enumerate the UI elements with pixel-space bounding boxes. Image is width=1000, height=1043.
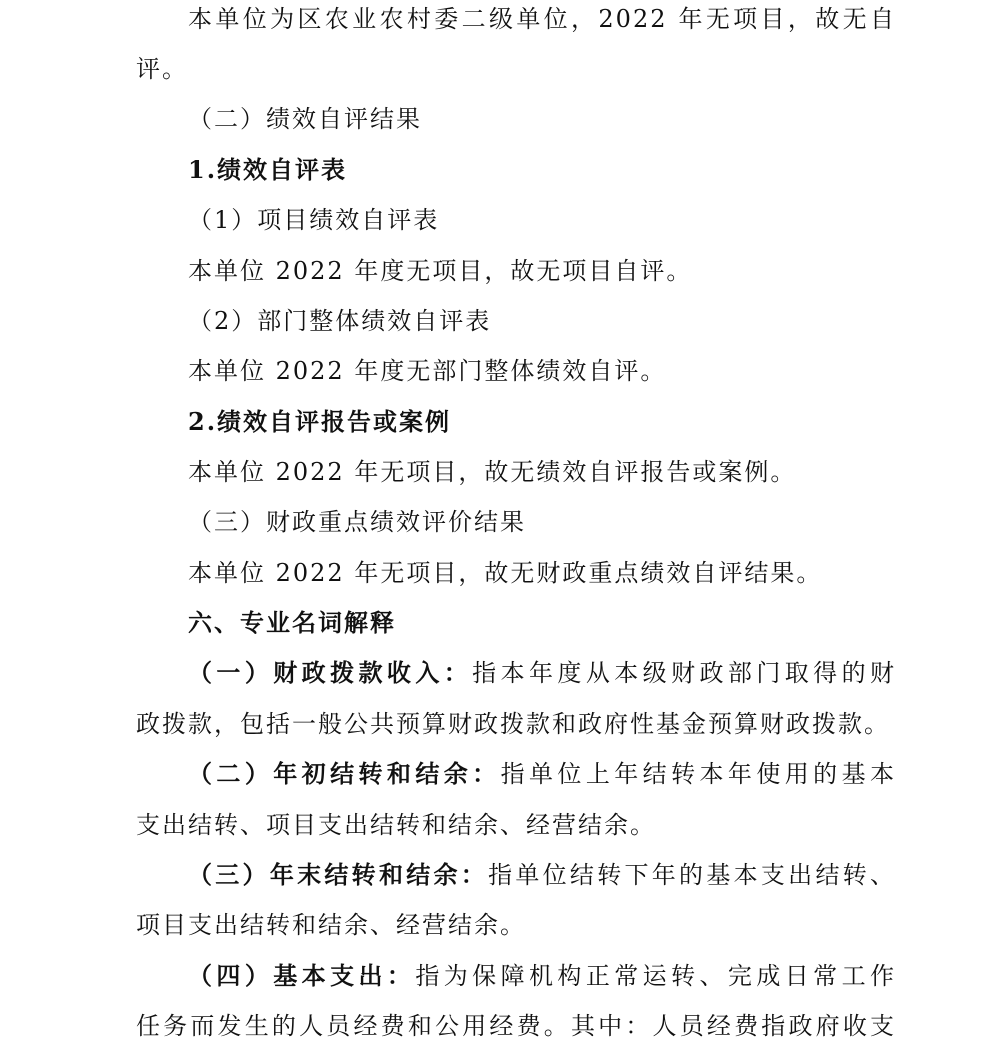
definition-line [188, 656, 896, 690]
definition-line [188, 757, 896, 791]
definition-term: （二）年初结转和结余： [188, 759, 501, 788]
definition-line: 支出结转、项目支出结转和结余、经营结余。 [136, 811, 656, 839]
subsection-heading: 1.绩效自评表 [188, 155, 348, 184]
definition-line: 任务而发生的人员经费和公用经费。其中：人员经费指政府收支 [136, 1012, 896, 1040]
definition-term: （三）年末结转和结余： [188, 860, 489, 889]
definition-line [188, 959, 896, 993]
definition-text: 指单位结转下年的基本支出结转、 [488, 861, 896, 889]
definition-line [188, 858, 896, 892]
definition-text: 指单位上年结转本年使用的基本 [500, 760, 896, 788]
section-heading: （三）财政重点绩效评价结果 [188, 508, 526, 536]
definition-text: 指本年度从本级财政部门取得的财 [472, 659, 896, 687]
chapter-heading: 六、专业名词解释 [188, 608, 396, 637]
paragraph-line: 本单位 2022 年度无项目，故无项目自评。 [188, 257, 693, 285]
paragraph-line: 本单位 2022 年度无部门整体绩效自评。 [188, 357, 667, 385]
definition-line: 政拨款，包括一般公共预算财政拨款和政府性基金预算财政拨款。 [136, 710, 890, 738]
definition-line: 项目支出结转和结余、经营结余。 [136, 911, 526, 939]
section-heading: （二）绩效自评结果 [188, 105, 422, 133]
item-heading: （2）部门整体绩效自评表 [188, 307, 492, 335]
paragraph-line: 评。 [136, 55, 188, 83]
paragraph-line: 本单位为区农业农村委二级单位，2022 年无项目，故无自 [188, 5, 896, 33]
paragraph-line: 本单位 2022 年无项目，故无财政重点绩效自评结果。 [188, 559, 823, 587]
definition-text: 指为保障机构正常运转、完成日常工作 [415, 962, 896, 990]
definition-term: （一）财政拨款收入： [188, 658, 473, 687]
definition-term: （四）基本支出： [188, 961, 416, 990]
subsection-heading: 2.绩效自评报告或案例 [188, 407, 452, 436]
item-heading: （1）项目绩效自评表 [188, 206, 440, 234]
paragraph-line: 本单位 2022 年无项目，故无绩效自评报告或案例。 [188, 458, 797, 486]
